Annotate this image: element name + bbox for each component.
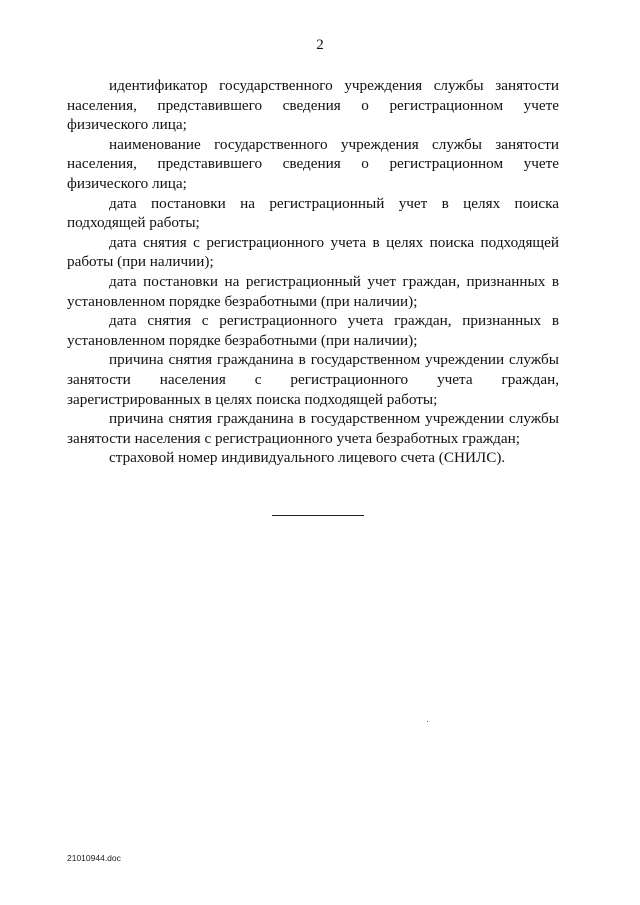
paragraph-snils: страховой номер индивидуального лицевого счета (СНИЛС). (109, 449, 506, 467)
paragraph-unemployed-registration-date: дата постановки на регистрационный учет граждан, признанных в установленном порядке безработными (при наличии); (67, 272, 559, 310)
end-divider-line (272, 515, 364, 516)
scan-speck (427, 721, 428, 722)
paragraph-name: наименование государственного учреждения службы занятости населения, представившего сведения о регистрационном учете физического лица; (67, 135, 559, 192)
footer-file-name: 21010944.doc (67, 853, 121, 863)
document-body (67, 76, 559, 468)
paragraph-unemployed-deregistration-date: дата снятия с регистрационного учета граждан, признанных в установленном порядке безработными (при наличии); (67, 312, 559, 349)
paragraph-deregistration-reason-unemployed: причина снятия гражданина в государственном учреждении службы занятости населения с регистрационного учета безработных граждан; (67, 410, 559, 447)
paragraph-registration-date: дата постановки на регистрационный учет в целях поиска подходящей работы; (67, 194, 559, 232)
paragraph-identifier: идентификатор государственного учреждения службы занятости населения, представившего сведения о регистрационном учете физического лица; (67, 77, 559, 134)
page-number: 2 (316, 37, 324, 53)
paragraph-deregistration-date: дата снятия с регистрационного учета в целях поиска подходящей работы (при наличии); (67, 233, 559, 271)
paragraph-deregistration-reason-job-seekers: причина снятия гражданина в государственном учреждении службы занятости населения с регистрационного учета граждан, зарегистрированных в целях поиска подходящей работы; (67, 351, 559, 408)
